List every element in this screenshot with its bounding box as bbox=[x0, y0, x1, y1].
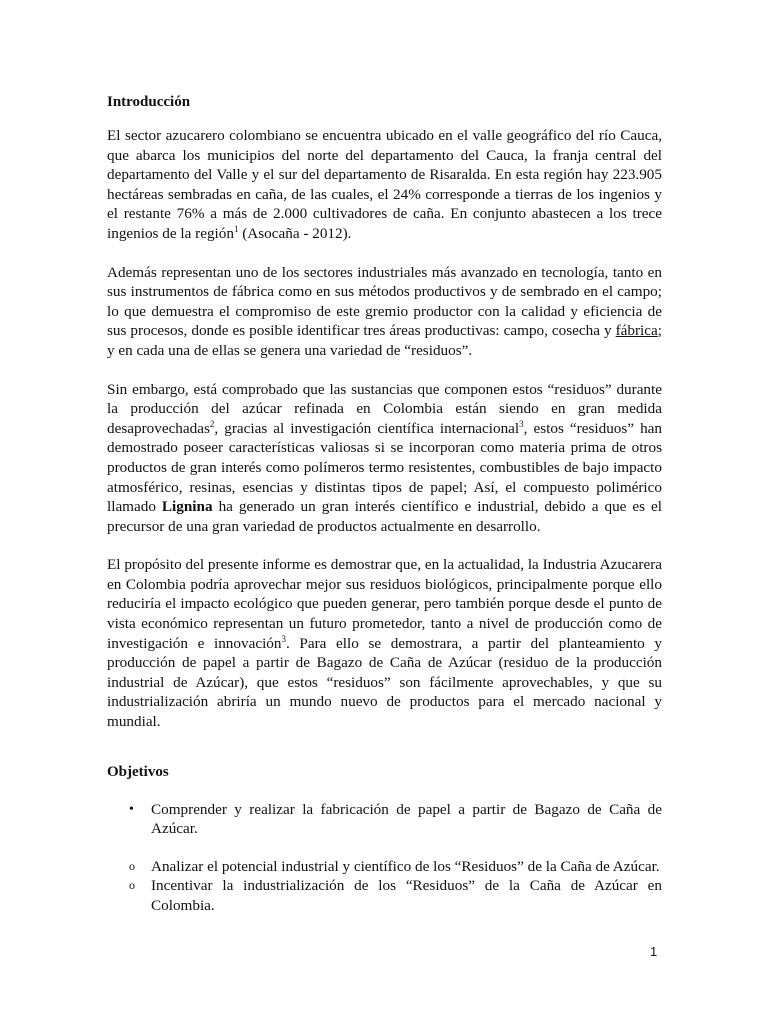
paragraph-1 bbox=[107, 126, 662, 244]
bold-term-lignina: Lignina bbox=[161, 498, 213, 516]
paragraph-2-tail: ; y en cada una de ellas se genera una variedad de “residuos”. bbox=[107, 322, 662, 359]
bullet-disc-icon: • bbox=[129, 801, 134, 817]
footnote-ref-2: 2 bbox=[209, 418, 215, 429]
heading-introduccion: Introducción bbox=[107, 94, 191, 110]
paragraph-3 bbox=[107, 380, 662, 537]
bullet-circle-icon: o bbox=[129, 858, 135, 873]
heading-objetivos: Objetivos bbox=[107, 763, 169, 780]
paragraph-3-a: Sin embargo, está comprobado que las sustancias que componen estos “residuos” durante la producción del azúcar refinada en Colombia están siendo en gran medida desaprovechadas bbox=[107, 380, 662, 437]
footnote-ref-1: 1 bbox=[233, 223, 239, 234]
bullet-circle-icon: o bbox=[129, 878, 135, 893]
objective-item bbox=[107, 876, 662, 915]
paragraph-4-b: . Para ello se demostrara, a partir del planteamiento y producción de papel a partir de Bagazo de Caña de Azúcar (residuo de la producción industrial de Azúcar), que estos “residuos” son fácilmente aprovechables, y que su industrialización abriría un mundo nuevo de productos para el mercado nacional y mundial. bbox=[107, 634, 662, 731]
objective-text: Analizar el potencial industrial y científico de los “Residuos” de la Caña de Azúcar. bbox=[151, 857, 660, 875]
paragraph-2-text: Además representan uno de los sectores industriales más avanzado en tecnología, tanto en sus instrumentos de fábrica como en sus métodos productivos y de sembrado en el campo; lo que demuestra el compromiso de este gremio productor con la calidad y eficiencia de sus procesos, donde es posible identificar tres áreas productivas: campo, cosecha y bbox=[107, 263, 662, 340]
objectives-list bbox=[107, 800, 662, 916]
document-body bbox=[107, 92, 662, 916]
footnote-ref-3: 3 bbox=[519, 418, 524, 429]
objective-text: Incentivar la industrialización de los “Residuos” de la Caña de Azúcar en Colombia. bbox=[151, 877, 662, 914]
objective-text: Comprender y realizar la fabricación de papel a partir de Bagazo de Caña de Azúcar. bbox=[151, 800, 662, 838]
paragraph-3-d: ha generado un gran interés científico e industrial, debido a que es el precursor de una gran variedad de productos actualmente en desarrollo. bbox=[107, 498, 663, 535]
objective-item bbox=[107, 857, 662, 877]
paragraph-4 bbox=[107, 555, 662, 731]
paragraph-2 bbox=[107, 263, 662, 361]
footnote-ref-3b: 3 bbox=[281, 633, 286, 644]
paragraph-3-b: , gracias al investigación científica internacional bbox=[214, 419, 520, 437]
paragraph-4-a: El propósito del presente informe es demostrar que, en la actualidad, la Industria Azucarera en Colombia podría aprovechar mejor sus residuos biológicos, principalmente porque ello reduciría el impacto ecológico que pueden generar, pero también porque desde el punto de vista económico representan un futuro prometedor, tanto a nivel de producción como de investigación e innovación bbox=[107, 556, 662, 652]
objective-item bbox=[107, 800, 662, 839]
paragraph-1-text: El sector azucarero colombiano se encuentra ubicado en el valle geográfico del río Cauca, que abarca los municipios del norte del departamento del Cauca, la franja central del departamento del Valle y el sur del departamento de Risaralda. En esta región hay 223.905 hectáreas sembradas en caña, de las cuales, el 24% corresponde a tierras de los ingenios y el restante 76% a más de 2.000 cultivadores de caña. En conjunto abastecen a los trece ingenios de la región bbox=[107, 127, 662, 242]
paragraph-1-tail: (Asocaña - 2012). bbox=[238, 224, 352, 242]
underlined-word: fábrica bbox=[615, 322, 658, 340]
page-number: 1 bbox=[650, 944, 658, 959]
paragraph-3-c: , estos “residuos” han demostrado poseer características valiosas si se incorporan como materia prima de otros productos de gran interés como polímeros termo resistentes, combustibles de bajo impacto atmosférico, resinas, esencias y distintas tipos de papel; Así, el compuesto polimérico llamado bbox=[107, 419, 663, 516]
